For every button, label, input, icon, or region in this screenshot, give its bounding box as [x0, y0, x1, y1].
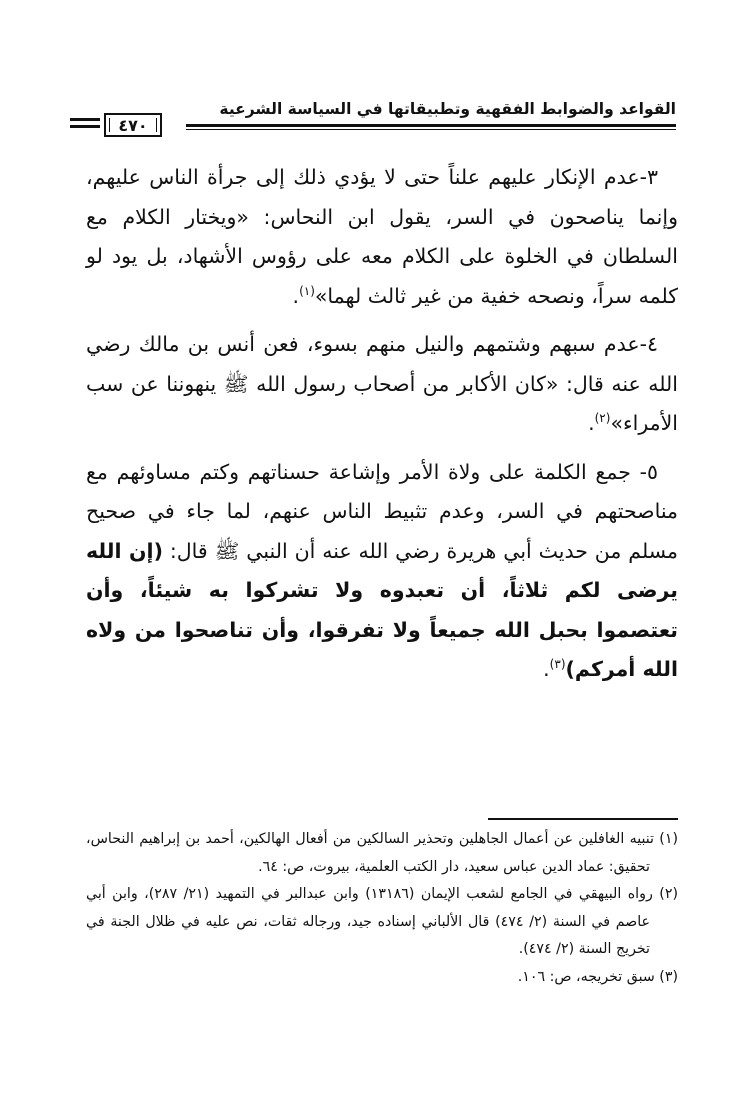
header-ornament	[70, 118, 100, 132]
paragraph-4-text: ٤-عدم سبهم وشتمهم والنيل منهم بسوء، فعن أنس بن مالك رضي الله عنه قال: «كان الأكابر من أصحاب رسول الله ﷺ ينهوننا عن سب الأمراء»	[86, 332, 678, 435]
paragraph-3: ٣-عدم الإنكار عليهم علناً حتى لا يؤدي ذلك إلى جرأة الناس عليهم، وإنما يناصحون في السر، يقول ابن النحاس: «ويختار الكلام مع السلطان في الخلوة على الكلام معه على رؤوس الأشهاد، بل يود لو كلمه سراً، ونصحه خفية من غير ثالث لهما»$^{(١)}$.	[86, 165, 678, 308]
header-rule-thin	[186, 129, 676, 130]
footnote-separator	[488, 818, 678, 820]
main-text	[86, 158, 678, 699]
paragraph-5	[86, 453, 678, 690]
paragraph-5-text: ٥- جمع الكلمة على ولاة الأمر وإشاعة حسناتهم وكتم مساوئهم مع مناصحتهم في السر، وعدم تثبيط الناس عنهم، لما جاء في صحيح مسلم من حديث أبي هريرة رضي الله عنه أن النبي ﷺ قال:	[86, 459, 678, 563]
footnote-ref-2: (٢)	[594, 411, 611, 426]
header-rule-thick	[186, 124, 676, 127]
footnote-3: (٣) سبق تخريجه، ص: ١٠٦.	[517, 968, 678, 985]
paragraph-4: ٤-عدم سبهم وشتمهم والنيل منهم بسوء، فعن أنس بن مالك رضي الله عنه قال: «كان الأكابر من أصحاب رسول الله ﷺ ينهوننا عن سب الأمراء»$^{(٢)}$.	[86, 332, 678, 435]
book-title: القواعد والضوابط الفقهية وتطبيقاتها في السياسة الشرعية	[219, 100, 676, 118]
paragraph-5-end: .	[543, 657, 550, 681]
footnote-1: (١) تنبيه الغافلين عن أعمال الجاهلين وتحذير السالكين من أفعال الهالكين، أحمد بن إبراهيم النحاس، تحقيق: عماد الدين عباس سعيد، دار الكتب العلمية، بيروت، ص: ٦٤.	[86, 831, 678, 875]
footnote-2: (٢) رواه البيهقي في الجامع لشعب الإيمان (١٣١٨٦) وابن عبدالبر في التمهيد (٢١/ ٢٨٧)، وابن أبي عاصم في السنة (٢/ ٤٧٤) قال الألباني إسناده جيد، ورجاله ثقات، نص عليه في ظلال الجنة في تخريج السنة (٢/ ٤٧٤).	[86, 886, 678, 957]
footnote-ref-1: (١)	[299, 283, 315, 298]
running-header	[70, 96, 676, 140]
page-number: ٤٧٠	[104, 113, 162, 137]
footnotes	[86, 826, 678, 991]
paragraph-3-text: ٣-عدم الإنكار عليهم علناً حتى لا يؤدي ذلك إلى جرأة الناس عليهم، وإنما يناصحون في السر، يقول ابن النحاس: «ويختار الكلام مع السلطان في الخلوة على الكلام معه على رؤوس الأشهاد، بل يود لو كلمه سراً، ونصحه خفية من غير ثالث لهما»	[86, 165, 678, 308]
hadith-quote: (إن الله يرضى لكم ثلاثاً، أن تعبدوه ولا تشركوا به شيئاً، وأن تعتصموا بحبل الله جميعاً ولا تفرقوا، وأن تناصحوا من ولاه الله أمركم)	[86, 538, 678, 681]
footnote-ref-3: (٣)	[549, 657, 566, 672]
